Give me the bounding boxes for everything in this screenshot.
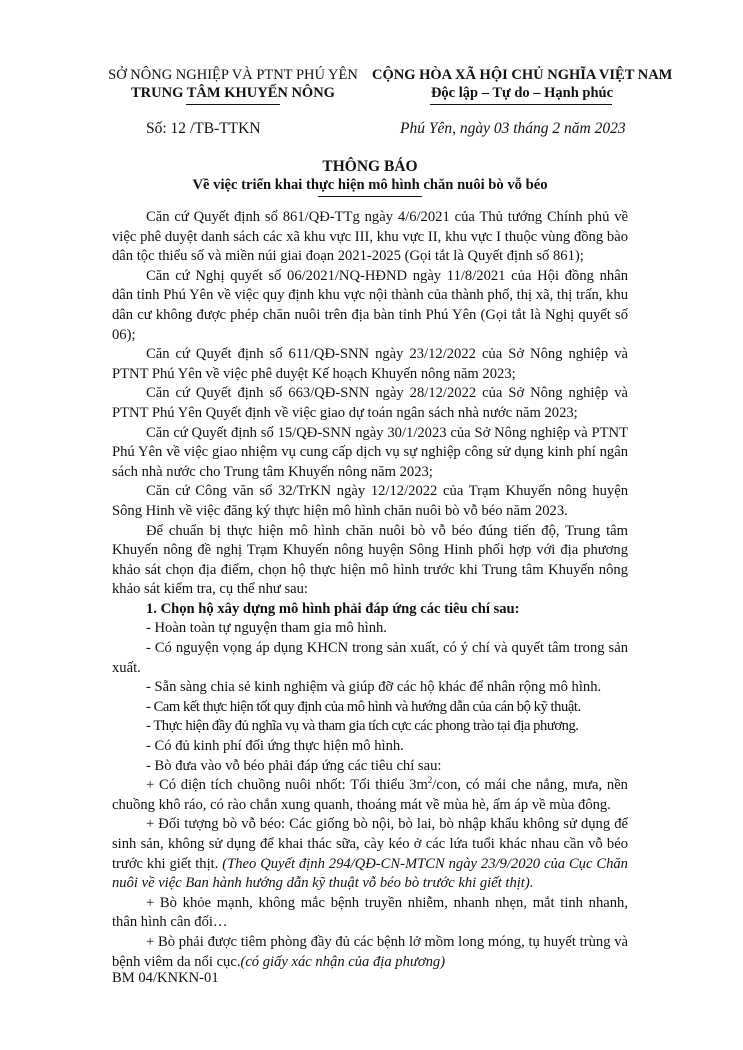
paragraph-2: Căn cứ Nghị quyết số 06/2021/NQ-HĐND ngày 11/8/2021 của Hội đồng nhân dân tỉnh Phú Yên về việc quy định khu vực nội thành của thành phố, thị xã, thị trấn, khu dân cư không được phép chăn nuôi trên địa bàn tỉnh Phú Yên (Gọi tắt là Nghị quyết số 06); xyxy=(112,267,628,343)
sub-criterion-barn xyxy=(112,776,628,815)
criterion-3: - Sẵn sàng chia sẻ kinh nghiệm và giúp đỡ các hộ khác để nhân rộng mô hình. xyxy=(146,679,602,696)
paragraph-3: Căn cứ Quyết định số 611/QĐ-SNN ngày 23/12/2022 của Sở Nông nghiệp và PTNT Phú Yên về việc phê duyệt Kế hoạch Khuyến nông năm 2023; xyxy=(112,346,628,382)
header-right xyxy=(372,66,672,102)
breed-text: + Đối tượng bò vỗ béo: Các giống bò nội, bò lai, bò nhập khẩu không sử dụng để sinh sản, không sử dụng để khai thác sữa, cày kéo ở các lứa tuổi khác nhau cần vỗ béo trước khi giết thịt. xyxy=(112,816,628,872)
vaccine-text: + Bò phải được tiêm phòng đầy đủ các bệnh lở mồm long móng, tụ huyết trùng và bệnh viêm da nổi cục. xyxy=(112,933,628,970)
doc-number: Số: 12 /TB-TTKN xyxy=(146,120,261,137)
criterion-5: - Thực hiện đầy đủ nghĩa vụ và tham gia tích cực các phong trào tại địa phương. xyxy=(146,718,579,735)
paragraph-5: Căn cứ Quyết định số 15/QĐ-SNN ngày 30/1/2023 của Sở Nông nghiệp và PTNT Phú Yên về việc giao nhiệm vụ cung cấp dịch vụ sự nghiệp công sử dụng kinh phí ngân sách nhà nước cho Trung tâm Khuyến nông năm 2023; xyxy=(112,424,628,480)
criterion-4: - Cam kết thực hiện tốt quy định của mô hình và hướng dẫn của cán bộ kỹ thuật. xyxy=(146,698,581,715)
barn-text-start: + Có diện tích chuồng nuôi nhốt: Tối thiểu 3m xyxy=(146,777,428,794)
paragraph-7: Để chuẩn bị thực hiện mô hình chăn nuôi bò vỗ béo đúng tiến độ, Trung tâm Khuyến nông đề nghị Trạm Khuyến nông huyện Sông Hinh phối hợp với địa phương khảo sát chọn địa điểm, chọn hộ thực hiện mô hình trước khi Trung tâm Khuyến nông khảo sát kiểm tra, cụ thể như sau: xyxy=(112,522,628,598)
criterion-7: - Bò đưa vào vỗ béo phải đáp ứng các tiêu chí sau: xyxy=(146,757,442,774)
sub-criterion-vaccine xyxy=(112,933,628,972)
doc-subtitle: Về việc triển khai thực hiện mô hình chăn nuôi bò vỗ béo xyxy=(192,177,548,193)
doc-title: THÔNG BÁO xyxy=(322,158,418,175)
paragraph-1: Căn cứ Quyết định số 861/QĐ-TTg ngày 4/6/2021 của Thủ tướng Chính phủ về việc phê duyệt danh sách các xã khu vực III, khu vực II, khu vực I thuộc vùng đồng bào dân tộc thiểu số và miền núi giai đoạn 2021-2025 (Gọi tắt là Quyết định số 861); xyxy=(112,209,628,265)
center-name: TRUNG TÂM KHUYẾN NÔNG xyxy=(131,85,335,101)
vaccine-note: (có giấy xác nhận của địa phương) xyxy=(240,953,446,970)
criterion-1: - Hoàn toàn tự nguyện tham gia mô hình. xyxy=(146,620,387,637)
motto: Độc lập – Tự do – Hạnh phúc xyxy=(430,85,614,101)
sub-criterion-breed xyxy=(112,815,628,893)
motto-underline xyxy=(430,104,612,105)
subtitle-underline xyxy=(318,196,422,197)
country-name: CỘNG HÒA XÃ HỘI CHỦ NGHĨA VIỆT NAM xyxy=(372,67,673,83)
paragraph-6: Căn cứ Công văn số 32/TrKN ngày 12/12/2022 của Trạm Khuyến nông huyện Sông Hinh về việc đăng ký thực hiện mô hình chăn nuôi bò vỗ béo năm 2023. xyxy=(112,483,628,519)
agency-name: SỞ NÔNG NGHIỆP VÀ PTNT PHÚ YÊN xyxy=(108,67,358,83)
barn-sup: 2 xyxy=(427,775,433,786)
criterion-2: - Có nguyện vọng áp dụng KHCN trong sản xuất, có ý chí và quyết tâm trong sản xuất. xyxy=(112,640,628,676)
document-body xyxy=(112,208,628,972)
place-date: Phú Yên, ngày 03 tháng 2 năm 2023 xyxy=(400,120,626,137)
header-left xyxy=(108,66,358,102)
section-1-heading: 1. Chọn hộ xây dựng mô hình phải đáp ứng các tiêu chí sau: xyxy=(146,600,520,617)
header-left-underline xyxy=(186,104,280,105)
footer-form-code: BM 04/KNKN-01 xyxy=(112,970,219,986)
barn-text-end: /con, có mái che nắng, mưa, nền chuồng khô ráo, có rào chắn xung quanh, thoáng mát về mùa hè, ấm áp về mùa đông. xyxy=(112,777,628,813)
breed-reference: (Theo Quyết định 294/QĐ-CN-MTCN ngày 23/9/2020 của Cục Chăn nuôi về việc Ban hành hướng dẫn kỹ thuật vỗ béo bò trước khi giết thịt). xyxy=(112,855,628,892)
sub-criterion-health: + Bò khỏe mạnh, không mắc bệnh truyền nhiễm, nhanh nhẹn, mắt tinh nhanh, thân hình cân đối… xyxy=(112,894,628,931)
paragraph-4: Căn cứ Quyết định số 663/QĐ-SNN ngày 28/12/2022 của Sở Nông nghiệp và PTNT Phú Yên Quyết định về việc giao dự toán ngân sách nhà nước năm 2023; xyxy=(112,385,628,421)
criterion-6: - Có đủ kinh phí đối ứng thực hiện mô hình. xyxy=(146,738,404,755)
